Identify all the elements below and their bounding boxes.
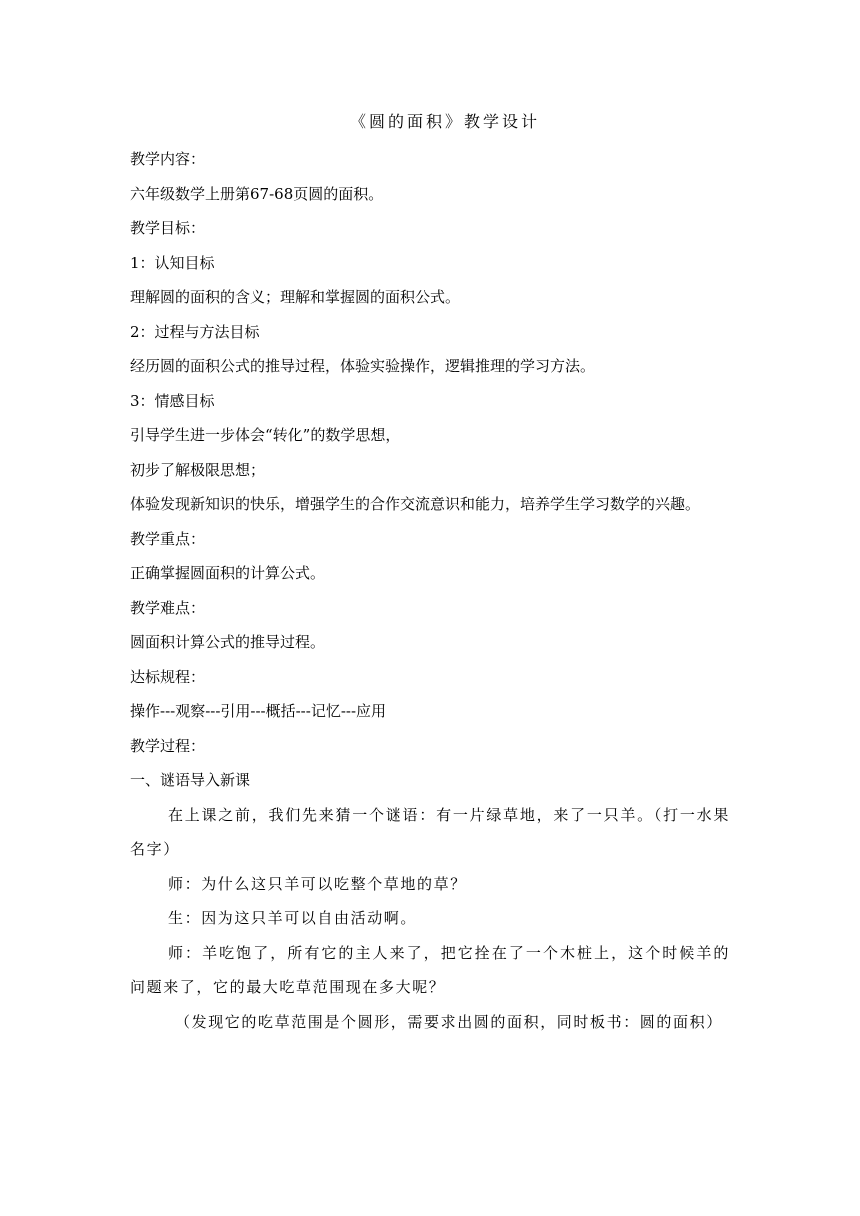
content-text: 六年级数学上册第67-68页圆的面积。 (130, 184, 384, 203)
goals-heading: 教学目标： (130, 219, 206, 237)
goal1-text: 理解圆的面积的含义；理解和掌握圆的面积公式。 (130, 288, 461, 306)
goal2-heading: 2：过程与方法目标 (130, 322, 260, 341)
goal3-text-3: 体验发现新知识的快乐，增强学生的合作交流意识和能力，培养学生学习数学的兴趣。 (130, 495, 701, 513)
section1-heading: 一、谜语导入新课 (130, 771, 251, 789)
difficulty-heading: 教学难点： (130, 598, 206, 617)
paragraph-teacher-problem: 师：羊吃饱了，所有它的主人来了，把它拴在了一个木桩上，这个时候羊的问题来了，它的最大吃草范围现在多大呢？ (130, 943, 730, 996)
document-page (130, 110, 730, 1039)
paragraph-board-note: （发现它的吃草范围是个圆形，需要求出圆的面积，同时板书：圆的面积） (175, 1012, 723, 1031)
difficulty-text: 圆面积计算公式的推导过程。 (130, 633, 326, 651)
paragraph-riddle: 在上课之前，我们先来猜一个谜语：有一片绿草地，来了一只羊。（打一水果名字） (130, 805, 730, 858)
standard-text: 操作---观察---引用---概括---记忆---应用 (130, 702, 387, 720)
goal3-heading: 3：情感目标 (130, 391, 215, 410)
content-heading: 教学内容： (130, 150, 206, 168)
goal2-text: 经历圆的面积公式的推导过程，体验实验操作，逻辑推理的学习方法。 (130, 357, 596, 375)
key-heading: 教学重点： (130, 529, 206, 548)
goal3-text-1: 引导学生进一步体会“转化”的数学思想， (130, 426, 401, 444)
paragraph-student-answer: 生：因为这只羊可以自由活动啊。 (168, 909, 418, 927)
process-heading: 教学过程： (130, 736, 206, 755)
key-text: 正确掌握圆面积的计算公式。 (130, 564, 326, 582)
paragraph-teacher-question: 师：为什么这只羊可以吃整个草地的草？ (168, 874, 467, 893)
goal1-heading: 1：认知目标 (130, 253, 215, 272)
standard-heading: 达标规程： (130, 667, 206, 686)
document-title: 《圆的面积》教学设计 (349, 112, 540, 131)
goal3-text-2: 初步了解极限思想； (130, 460, 266, 479)
